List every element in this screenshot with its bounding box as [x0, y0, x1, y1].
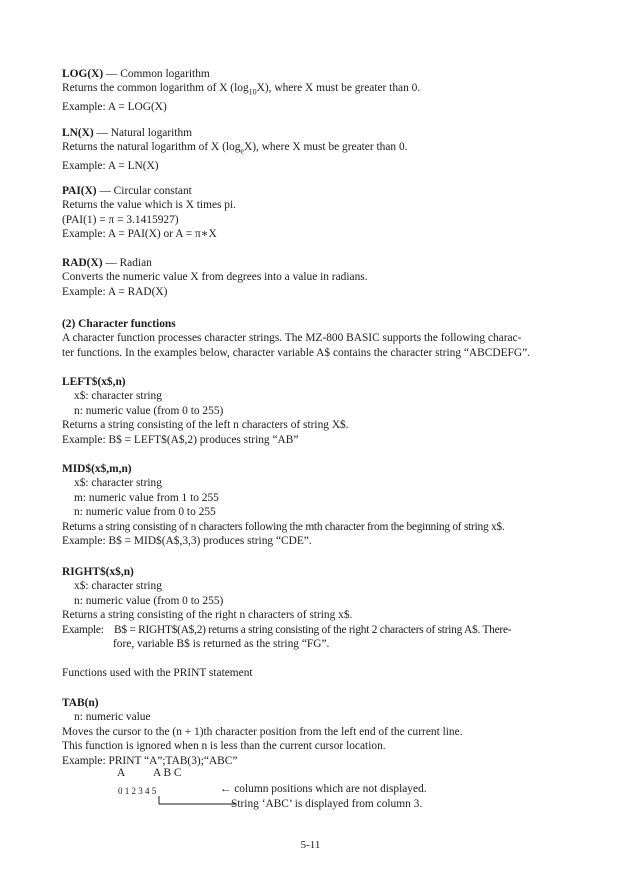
pai-description: Returns the value which is X times pi.: [62, 199, 236, 212]
mid-title: MID$(x$,m,n): [62, 463, 132, 475]
ln-title: LN(X): [62, 127, 94, 139]
tab-description-2: This function is ignored when n is less than the current cursor location.: [62, 740, 386, 753]
log-title: LOG(X): [62, 68, 104, 80]
mid-param-1: x$: character string: [74, 477, 162, 490]
right-example-2: fore, variable B$ is returned as the string “FG”.: [113, 638, 330, 651]
display-note: String ‘ABC’ is displayed from column 3.: [231, 798, 423, 810]
page-number: 5-11: [300, 839, 321, 851]
column-note: ← column positions which are not displayed.: [220, 783, 427, 795]
ln-example: Example: A = LN(X): [62, 160, 159, 173]
right-param-2: n: numeric value (from 0 to 255): [74, 594, 224, 607]
ln-subtitle: — Natural logarithm: [93, 127, 193, 139]
log-example: Example: A = LOG(X): [62, 101, 167, 114]
character-functions-intro-1: A character function processes character strings. The MZ-800 BASIC supports the following charac-: [62, 332, 522, 345]
pai-section: [62, 184, 572, 242]
mid-param-2: m: numeric value from 1 to 255: [74, 491, 219, 504]
mid-param-3: n: numeric value from 0 to 255: [74, 506, 216, 519]
mid-example: Example: B$ = MID$(A$,3,3) produces string “CDE”.: [62, 535, 312, 548]
output-a: A: [117, 767, 126, 779]
character-functions-heading: (2) Character functions: [62, 318, 176, 330]
log-subtitle: — Common logarithm: [103, 68, 210, 80]
right-title: RIGHT$(x$,n): [62, 566, 134, 578]
left-param-1: x$: character string: [74, 390, 162, 403]
tab-example: Example: PRINT “A”;TAB(3);“ABC”: [62, 754, 238, 767]
left-param-2: n: numeric value (from 0 to 255): [74, 404, 224, 417]
left-description: Returns a string consisting of the left n characters of string X$.: [62, 419, 349, 432]
left-example: Example: B$ = LEFT$(A$,2) produces string “AB”: [62, 433, 299, 446]
rad-example: Example: A = RAD(X): [62, 285, 168, 298]
tab-section: [62, 696, 572, 768]
pai-subtitle: — Circular constant: [96, 185, 192, 197]
rad-description: Converts the numeric value X from degrees into a value in radians.: [62, 271, 368, 284]
rad-subtitle: — Radian: [102, 257, 152, 269]
pai-note: (PAI(1) = π = 3.1415927): [62, 213, 179, 226]
ln-section: [62, 126, 572, 174]
column-digits: 0 1 2 3 4 5: [118, 786, 157, 796]
tab-title: TAB(n): [62, 697, 99, 709]
log-section: [62, 67, 572, 115]
character-functions-section: [62, 317, 572, 360]
left-section: [62, 375, 572, 447]
bracket-line: [157, 795, 237, 811]
rad-title: RAD(X): [62, 257, 103, 269]
left-title: LEFT$(x$,n): [62, 376, 126, 388]
mid-description: Returns a string consisting of n characters following the mth character from the beginning of string x$.: [62, 520, 505, 533]
ln-description: Returns the natural logarithm of X $(\log_eX)$, where X must be greater than 0.: [62, 141, 408, 156]
pai-title: PAI(X): [62, 185, 97, 197]
pai-example: Example: A = PAI(X) or A = π∗X: [62, 228, 217, 241]
tab-description-1: Moves the cursor to the (n + 1)th character position from the left end of the current line.: [62, 725, 463, 738]
rad-section: [62, 256, 572, 299]
right-description: Returns a string consisting of the right n characters of string x$.: [62, 609, 353, 622]
right-param-1: x$: character string: [74, 580, 162, 593]
print-functions-heading: Functions used with the PRINT statement: [62, 667, 253, 679]
right-example-1: Example: B$ = RIGHT$(A$,2) returns a string consisting of the right 2 characters of string A$. There-: [62, 623, 512, 636]
tab-param-1: n: numeric value: [74, 711, 151, 724]
log-description: Returns the common logarithm of X $(\log_{10}X)$, where X must be greater than 0.: [62, 82, 421, 97]
mid-section: [62, 462, 572, 548]
tab-output-diagram: [62, 766, 582, 826]
right-section: [62, 565, 572, 651]
output-abc: A B C: [153, 767, 182, 779]
character-functions-intro-2: ter functions. In the examples below, character variable A$ contains the character string “ABCDEFG”.: [62, 346, 531, 359]
